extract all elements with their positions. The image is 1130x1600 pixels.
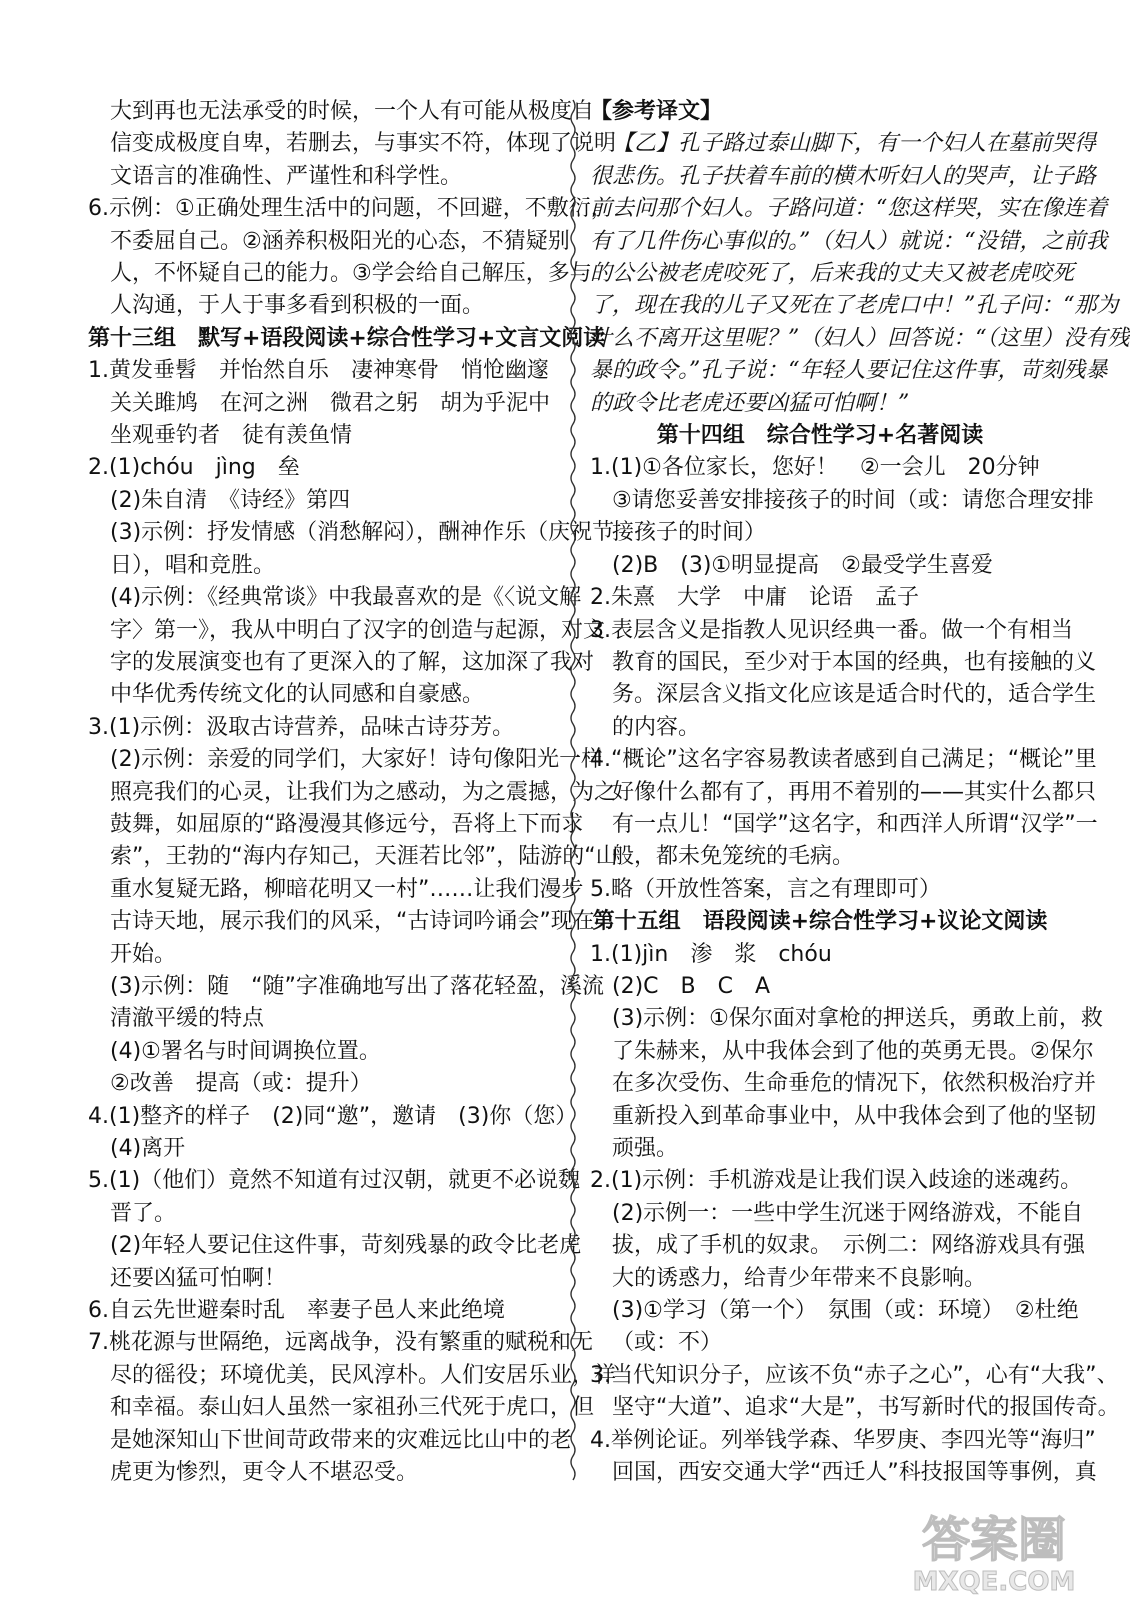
answer-line: 3.当代知识分子，应该不负“赤子之心”，心有“大我”、 — [590, 1362, 1119, 1388]
answer-line: 关关雎鸠 在河之洲 微君之躬 胡为乎泥中 — [110, 390, 551, 416]
answer-line: (2)示例一：一些中学生沉迷于网络游戏，不能自 — [612, 1200, 1084, 1226]
section-heading: 第十三组 默写+语段阅读+综合性学习+文言文阅读 — [88, 325, 606, 351]
answer-line: (3)①学习（第一个） 氛围（或：环境） ②杜绝 — [612, 1298, 1079, 1324]
watermark-main: 答案圈 — [921, 1512, 1067, 1568]
answer-line: ③请您妥善安排接孩子的时间（或：请您合理安排 — [612, 487, 1094, 513]
answer-line: 的公公被老虎咬死了，后来我的丈夫又被老虎咬死 — [590, 261, 1075, 287]
answer-line: 2.(1)chóu jìng 垒 — [88, 455, 300, 481]
answer-line: 中华优秀传统文化的认同感和自豪感。 — [110, 682, 485, 708]
section-heading: 【参考译文】 — [590, 99, 723, 124]
answer-line: 3.(1)示例：汲取古诗营养，品味古诗芬芳。 — [88, 714, 515, 740]
answer-line: （或：不） — [612, 1330, 723, 1356]
answer-line: (4)离开 — [110, 1136, 186, 1161]
left-column — [88, 96, 618, 1489]
answer-line: 1.(1)①各位家长，您好！ ②一会儿 20分钟 — [590, 455, 1040, 481]
answer-line: 照亮我们的心灵，让我们为之感动，为之震撼，为之 — [110, 779, 617, 805]
answer-line: 虎更为惨烈，更令人不堪忍受。 — [110, 1460, 419, 1486]
answer-line: 4.举例论证。列举钱学森、华罗庚、李四光等“海归” — [590, 1427, 1096, 1453]
answer-line: 有了几件伤心事似的。”（妇人）就说：“没错，之前我 — [590, 228, 1108, 254]
answer-line: 索”，王勃的“海内存知己，天涯若比邻”，陆游的“山 — [110, 844, 618, 870]
answer-line: 教育的国民，至少对于本国的经典，也有接触的义 — [612, 649, 1097, 675]
answer-line: 5.略（开放性答案，言之有理即可） — [590, 876, 941, 902]
answer-line: (2)C B C A — [612, 973, 771, 999]
answer-line: 清澈平缓的特点 — [110, 1006, 265, 1032]
answer-line: 4.“概论”这名字容易教读者感到自己满足；“概论”里 — [590, 747, 1097, 773]
answer-line: 字的发展演变也有了更深入的了解，这加深了我对 — [110, 649, 595, 675]
answer-line: 般，都未免笼统的毛病。 — [612, 844, 855, 870]
answer-line: 的内容。 — [612, 714, 701, 740]
answer-line: 什么不离开这里呢？”（妇人）回答说：“（这里）没有残 — [590, 325, 1130, 351]
answer-line: 人，不怀疑自己的能力。③学会给自己解压，多与 — [110, 261, 592, 287]
answer-line: 尽的徭役；环境优美，民风淳朴。人们安居乐业，祥 — [110, 1362, 617, 1388]
answer-line: (3)示例：随 “随”字准确地写出了落花轻盈，溪流 — [110, 973, 604, 999]
answer-line: 很悲伤。孔子扶着车前的横木听妇人的哭声，让子路 — [590, 163, 1097, 189]
answer-line: 3.表层含义是指教人见识经典一番。做一个有相当 — [590, 617, 1073, 643]
section-heading: 第十四组 综合性学习+名著阅读 — [656, 423, 984, 449]
right-column — [590, 96, 1130, 1489]
answer-line: 人沟通，于人于事多看到积极的一面。 — [110, 293, 485, 319]
answer-line: 拔，成了手机的奴隶。 示例二：网络游戏具有强 — [612, 1233, 1086, 1259]
answer-line: 2.朱熹 大学 中庸 论语 孟子 — [590, 585, 919, 611]
answer-line: (2)示例：亲爱的同学们，大家好！诗句像阳光一样 — [110, 747, 604, 773]
answer-line: 6.示例：①正确处理生活中的问题，不回避，不敷衍， — [88, 196, 613, 222]
answer-line: (2)B (3)①明显提高 ②最受学生喜爱 — [612, 552, 993, 578]
answer-line: 7.桃花源与世隔绝，远离战争，没有繁重的赋税和无 — [88, 1330, 593, 1356]
answer-line: 重新投入到革命事业中，从中我体会到了他的坚韧 — [612, 1103, 1097, 1129]
watermark-logo — [902, 1498, 1087, 1596]
answer-line: 回国，西安交通大学“西迁人”科技报国等事例，真 — [612, 1460, 1097, 1486]
answer-line: 开始。 — [110, 941, 177, 967]
answer-line: 务。深层含义指文化应该是适合时代的，适合学生 — [612, 682, 1097, 708]
answer-line: 了，现在我的儿子又死在了老虎口中！”孔子问：“那为 — [590, 293, 1119, 319]
watermark-sub: MXQE.COM — [912, 1567, 1076, 1597]
answer-line: 文语言的准确性、严谨性和科学性。 — [110, 163, 463, 189]
answer-line: 在多次受伤、生命垂危的情况下，依然积极治疗并 — [612, 1071, 1097, 1097]
answer-line: (4)①署名与时间调换位置。 — [110, 1038, 381, 1064]
answer-line: 有一点儿！“国学”这名字，和西洋人所谓“汉学”一 — [612, 811, 1098, 837]
answer-line: (4)示例：《经典常谈》中我最喜欢的是《〈说文解 — [110, 585, 582, 611]
answer-line: 【乙】孔子路过泰山脚下，有一个妇人在墓前哭得 — [612, 131, 1097, 157]
answer-line: 6.自云先世避秦时乱 率妻子邑人来此绝境 — [88, 1298, 505, 1324]
answer-line: (2)年轻人要记住这件事，苛刻残暴的政令比老虎 — [110, 1233, 582, 1259]
section-heading: 第十五组 语段阅读+综合性学习+议论文阅读 — [592, 909, 1048, 935]
answer-line: 1.(1)jìn 渗 浆 chóu — [590, 941, 832, 967]
answer-line: 是她深知山下世间苛政带来的灾难远比山中的老 — [110, 1427, 573, 1453]
answer-line: 2.(1)示例：手机游戏是让我们误入歧途的迷魂药。 — [590, 1168, 1083, 1194]
answer-line: 字〉第一》，我从中明白了汉字的创造与起源，对文 — [110, 617, 606, 643]
answer-line: 古诗天地，展示我们的风采，“古诗词吟诵会”现在 — [110, 909, 595, 935]
answer-line: 还要凶猛可怕啊！ — [110, 1265, 287, 1291]
answer-line: 了朱赫来，从中我体会到了他的英勇无畏。②保尔 — [612, 1038, 1094, 1064]
answer-line: 大到再也无法承受的时候，一个人有可能从极度自 — [110, 99, 595, 124]
answer-line: 坐观垂钓者 徒有羡鱼情 — [110, 423, 353, 449]
answer-line: 1.黄发垂髫 并怡然自乐 凄神寒骨 悄怆幽邃 — [88, 358, 549, 384]
answer-line: 信变成极度自卑，若删去，与事实不符，体现了说明 — [110, 131, 617, 157]
answer-line: 重水复疑无路，柳暗花明又一村”……让我们漫步 — [110, 876, 584, 902]
answer-line: 鼓舞，如屈原的“路漫漫其修远兮，吾将上下而求 — [110, 811, 584, 837]
answer-line: 晋了。 — [110, 1200, 177, 1226]
answer-line: 4.(1)整齐的样子 (2)同“邀”，邀请 (3)你（您） — [88, 1103, 578, 1129]
answer-line: 日），唱和竞胜。 — [110, 552, 276, 578]
answer-line: 接孩子的时间） — [612, 520, 767, 546]
answer-line: 的政令比老虎还要凶猛可怕啊！” — [590, 390, 910, 416]
answer-line: 不委屈自己。②涵养积极阳光的心态，不猜疑别 — [110, 228, 570, 254]
answer-line: (2)朱自清 《诗经》第四 — [110, 487, 351, 513]
answer-line: 前去问那个妇人。子路问道：“您这样哭，实在像连着 — [590, 196, 1108, 222]
answer-line: 坚守“大道”、追求“大是”，书写新时代的报国传奇。 — [612, 1395, 1120, 1421]
answer-line: 和幸福。泰山妇人虽然一家祖孙三代死于虎口，但 — [110, 1395, 595, 1421]
answer-line: 顽强。 — [612, 1136, 679, 1161]
answer-line: 大的诱惑力，给青少年带来不良影响。 — [612, 1265, 987, 1291]
answer-line: ②改善 提高（或：提升） — [110, 1071, 372, 1097]
answer-line: (3)示例：①保尔面对拿枪的押送兵，勇敢上前，救 — [612, 1006, 1103, 1032]
answer-line: 暴的政令。”孔子说：“年轻人要记住这件事，苛刻残暴 — [590, 358, 1108, 384]
column-divider — [569, 100, 577, 1470]
answer-line: (3)示例：抒发情感（消愁解闷），酬神作乐（庆祝节 — [110, 520, 615, 546]
answer-line: 5.(1)（他们）竟然不知道有过汉朝，就更不必说魏 — [88, 1168, 581, 1194]
answer-line: 好像什么都有了，再用不着别的——其实什么都只 — [612, 779, 1097, 805]
